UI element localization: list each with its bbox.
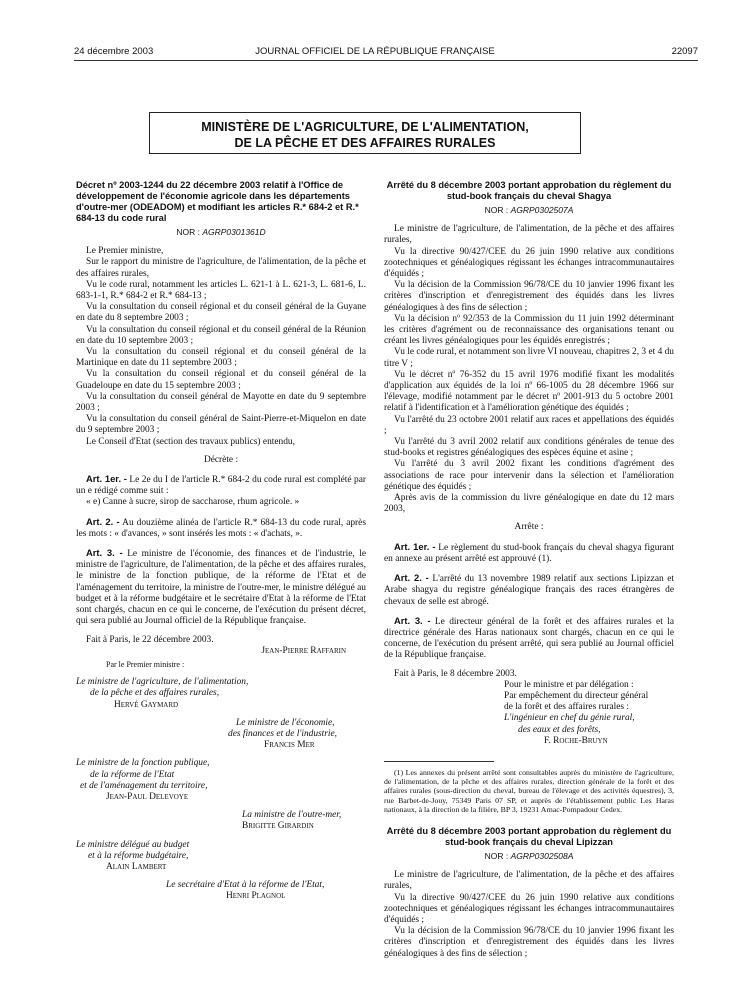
- shagya-article-2-label: Art. 2. -: [394, 572, 429, 584]
- arrete-para: Vu l'arrêté du 3 avril 2002 fixant les conditions d'agrément des associations de race pour intervenir dans la sélection et l'amélioration génétique des équidés ;: [384, 459, 674, 492]
- ministry-line-1: MINISTÈRE DE L'AGRICULTURE, DE L'ALIMENTATION,: [201, 120, 529, 134]
- min-eco-1: Le ministre de l'économie,: [236, 717, 335, 728]
- arrete-title-lipizzan: Arrêté du 8 décembre 2003 portant approbation du règlement du stud-book français du cheval Lipizzan: [386, 825, 672, 847]
- decree-para: Vu la consultation du conseil régional et du conseil général de la Guadeloupe en date du 15 septembre 2003 ;: [76, 369, 366, 391]
- min-agri-2: de la pêche et des affaires rurales,: [90, 688, 220, 699]
- arrete-word: Arrête :: [514, 522, 544, 533]
- decree-para: Sur le rapport du ministre de l'agriculture, de l'alimentation, de la pêche et des affaires rurales,: [76, 257, 366, 279]
- arrete-para: Vu l'arrêté du 3 avril 2002 relatif aux conditions générales de tenue des stud-books et registres généalogiques des espèces équine et asine ;: [384, 437, 674, 459]
- ministry-box: [149, 112, 581, 154]
- article-3: [76, 547, 366, 627]
- decree-para: Vu la consultation du conseil régional et du conseil général de la Guyane en date du 8 septembre 2003 ;: [76, 302, 366, 324]
- min-eco-2: des finances et de l'industrie,: [228, 728, 338, 739]
- min-fp-2: de la réforme de l'Etat: [90, 769, 175, 780]
- arrete-para: Vu le code rural, et notamment son livre VI nouveau, chapitres 2, 3 et 4 du titre V ;: [384, 347, 674, 369]
- decree-decrete: Décrète :: [203, 454, 239, 465]
- min-eco-name: Francis Mer: [264, 740, 315, 751]
- shagya-article-1-label: Art. 1er. -: [394, 540, 436, 552]
- arrete-para: Après avis de la commission du livre généalogique en date du 12 mars 2003,: [384, 493, 674, 515]
- decree-para: Vu la consultation du conseil régional et du conseil général de la Réunion en date du 10 septembre 2003 ;: [76, 324, 366, 346]
- shagya-article-3-text: Le directeur général de la forêt et des affaires rurales et la directrice générale des Haras nationaux sont chargés, chacun en ce qui le concerne, de l'exécution du présent arrêté, qui sera publié au Journal officiel de la République française.: [384, 616, 675, 661]
- journal-title: JOURNAL OFFICIEL DE LA RÉPUBLIQUE FRANÇAISE: [255, 46, 495, 57]
- header-rule: [74, 60, 698, 61]
- lipizzan-para: Vu la décision de la Commission 96/78/CE du 10 janvier 1996 fixant les critères d'inscription et d'enregistrement des équidés dans les livres généalogiques à des fins de sélection ;: [384, 926, 674, 959]
- arrete-para: Vu le décret nº 76-352 du 15 avril 1976 modifié fixant les modalités d'application aux équidés de la loi nº 66-1005 du 28 décembre 1966 sur l'élevage, modifié notamment par le décret nº 2001-913 du 5 octobre 2001 relatif à l'identification et à l'amélioration génétique des équidés ;: [384, 369, 674, 414]
- decree-para: Le Premier ministre,: [86, 246, 164, 257]
- arrete-title-shagya: Arrêté du 8 décembre 2003 portant approbation du règlement du stud-book français du cheval Shagya: [386, 180, 672, 201]
- nor-code: AGRP0302507A: [510, 205, 574, 215]
- decree-done: Fait à Paris, le 22 décembre 2003.: [86, 634, 214, 645]
- header-date: 24 décembre 2003: [74, 46, 154, 57]
- nor-label: NOR :: [484, 850, 509, 861]
- decree-para: Vu la consultation du conseil régional et du conseil général de la Martinique en date du 11 septembre 2003 ;: [76, 347, 366, 369]
- article-2-label: Art. 2. -: [86, 515, 120, 527]
- ministry-line-2: DE LA PÊCHE ET DES AFFAIRES RURALES: [234, 136, 496, 150]
- min-budget-name: Alain Lambert: [106, 861, 167, 872]
- footnote-rule: [384, 761, 494, 762]
- article-3-text: Le ministre de l'économie, des finances et de l'industrie, le ministre de l'agriculture, de l'alimentation, de la pêche et des affaires rurales, le ministre de la fonction publique, de la réforme de l'Etat et de l'aménagement du territoire, la ministre de l'outre-mer, le ministre délégué au budget et à la réforme budgétaire et le secrétaire d'Etat à la réforme de l'Etat sont chargés, chacun en ce qui le concerne, de l'exécution du présent décret, qui sera publié au Journal officiel de la République française.: [76, 549, 366, 627]
- arrete-nor-lipizzan: [384, 851, 674, 862]
- shagya-article-2: [384, 572, 674, 608]
- signer-pm: Jean-Pierre Raffarin: [261, 645, 346, 656]
- decree-nor: [76, 227, 366, 238]
- by-pm: Par le Premier ministre :: [106, 659, 185, 669]
- sig-line: des eaux et des forêts,: [518, 724, 601, 735]
- decree-para: Vu le code rural, notamment les articles L. 621-1 à L. 621-3, L. 681-6, L. 683-1-1, R.* 684-2 et R.* 684-13 ;: [76, 279, 366, 302]
- shagya-article-1: [384, 541, 674, 565]
- nor-code: AGRP0302508A: [510, 850, 574, 861]
- sec-etat-1: Le secrétaire d'Etat à la réforme de l'Etat,: [166, 880, 325, 891]
- article-1-text: Le 2e du I de l'article R.* 684-2 du code rural est complété par un e rédigé comme suit :: [76, 475, 367, 497]
- min-agri-name: Hervé Gaymard: [114, 699, 179, 710]
- lipizzan-para: Vu la directive 90/427/CEE du 26 juin 1990 relative aux conditions zootechniques et généalogiques régissant les échanges intracommunautaires d'équidés ;: [384, 892, 674, 925]
- footnote: (1) Les annexes du présent arrêté sont consultables auprès du ministère de l'agriculture, de l'alimentation, de la pêche et des affaires rurales, direction générale de la forêt et des affaires rurales (sous-direction du cheval, bureau de l'élevage et des activités équestres), 3, rue Barbet-de-Jouy, 75349 Paris 07 SP, et auprès de l'établissement public Les Haras nationaux, à la direction de la filière, BP 3, 19231 Arnac-Pompadour Cedex.: [384, 767, 674, 814]
- decree-para: Le Conseil d'Etat (section des travaux publics) entendu,: [86, 436, 295, 447]
- min-om-name: Brigitte Girardin: [242, 821, 314, 832]
- lipizzan-para: Le ministre de l'agriculture, de l'alimentation, de la pêche et des affaires rurales,: [384, 870, 674, 892]
- min-fp-1: Le ministre de la fonction publique,: [76, 758, 210, 769]
- min-fp-3: et de l'aménagement du territoire,: [80, 780, 208, 791]
- article-2: [76, 516, 366, 540]
- min-fp-name: Jean-Paul Delevoye: [106, 791, 189, 802]
- sig-line: L'ingénieur en chef du génie rural,: [504, 713, 635, 724]
- min-budget-2: et à la réforme budgétaire,: [88, 850, 189, 861]
- shagya-article-1-text: Le règlement du stud-book français du cheval shagya figurant en annexe au présent arrêté est approuvé (1).: [384, 542, 674, 564]
- page-number: 22097: [671, 46, 698, 57]
- nor-code: AGRP0301361D: [202, 227, 266, 237]
- min-budget-1: Le ministre délégué au budget: [76, 839, 190, 850]
- sig-name: F. Roche-Bruyn: [544, 735, 608, 746]
- min-agri-1: Le ministre de l'agriculture, de l'alimentation,: [76, 677, 249, 688]
- sig-line: de la forêt et des affaires rurales :: [504, 702, 630, 713]
- arrete-para: Vu la décision nº 92/353 de la Commission du 11 juin 1992 déterminant les critères d'agrément ou de reconnaissance des organisations tenant ou créant les livres généalogiques pour les équidés enregistrés ;: [384, 313, 674, 347]
- article-1-quote: « e) Canne à sucre, sirop de saccharose, rhum agricole. »: [86, 497, 300, 508]
- article-2-text: Au douzième alinéa de l'article R.* 684-13 du code rural, après les mots : « d'avances, » sont insérés les mots : « d'achats, ».: [76, 517, 366, 539]
- shagya-article-2-text: L'arrêté du 13 novembre 1989 relatif aux sections Lipizzan et Arabe shagya du registre généalogique français des races étrangères de chevaux de selle est abrogé.: [384, 574, 675, 607]
- sig-line: Par empêchement du directeur général: [504, 690, 649, 701]
- arrete-para: Vu la directive 90/427/CEE du 26 juin 1990 relative aux conditions zootechniques et généalogiques régissant les échanges intracommunautaires d'équidés ;: [384, 246, 674, 280]
- arrete-nor-shagya: [384, 205, 674, 216]
- decree-title: Décret nº 2003-1244 du 22 décembre 2003 relatif à l'Office de développement de l'économie agricole dans les départements d'outre-mer (ODEADOM) et modifiant les articles R.* 684-2 et R.* 684-13 du code rural: [76, 180, 359, 223]
- right-column: [384, 180, 674, 960]
- article-1: [76, 473, 366, 497]
- shagya-article-3: [384, 615, 674, 662]
- shagya-article-3-label: Art. 3. -: [394, 614, 431, 626]
- arrete-para: Vu l'arrêté du 23 octobre 2001 relatif aux races et appellations des équidés ;: [384, 414, 674, 436]
- sec-etat-name: Henri Plagnol: [226, 891, 286, 902]
- article-3-label: Art. 3. -: [86, 547, 123, 559]
- arrete-para: Le ministre de l'agriculture, de l'alimentation, de la pêche et des affaires rurales,: [384, 224, 674, 246]
- min-om-1: La ministre de l'outre-mer,: [242, 810, 342, 821]
- decree-para: Vu la consultation du conseil général de Saint-Pierre-et-Miquelon en date du 9 septembre 2003 ;: [76, 414, 366, 436]
- sig-line: Pour le ministre et par délégation :: [504, 679, 634, 690]
- arrete-para: Vu la décision de la Commission 96/78/CE du 10 janvier 1996 fixant les critères d'inscription et d'enregistrement des équidés dans les livres généalogiques à des fins de sélection ;: [384, 280, 674, 313]
- shagya-done: Fait à Paris, le 8 décembre 2003.: [394, 668, 517, 679]
- article-1-label: Art. 1er. -: [86, 473, 127, 485]
- left-column: [76, 180, 366, 903]
- shagya-signature-block: [384, 680, 674, 747]
- nor-label: NOR :: [484, 205, 509, 215]
- decree-para: Vu la consultation du conseil général de Mayotte en date du 9 septembre 2003 ;: [76, 391, 366, 414]
- nor-label: NOR :: [176, 227, 200, 237]
